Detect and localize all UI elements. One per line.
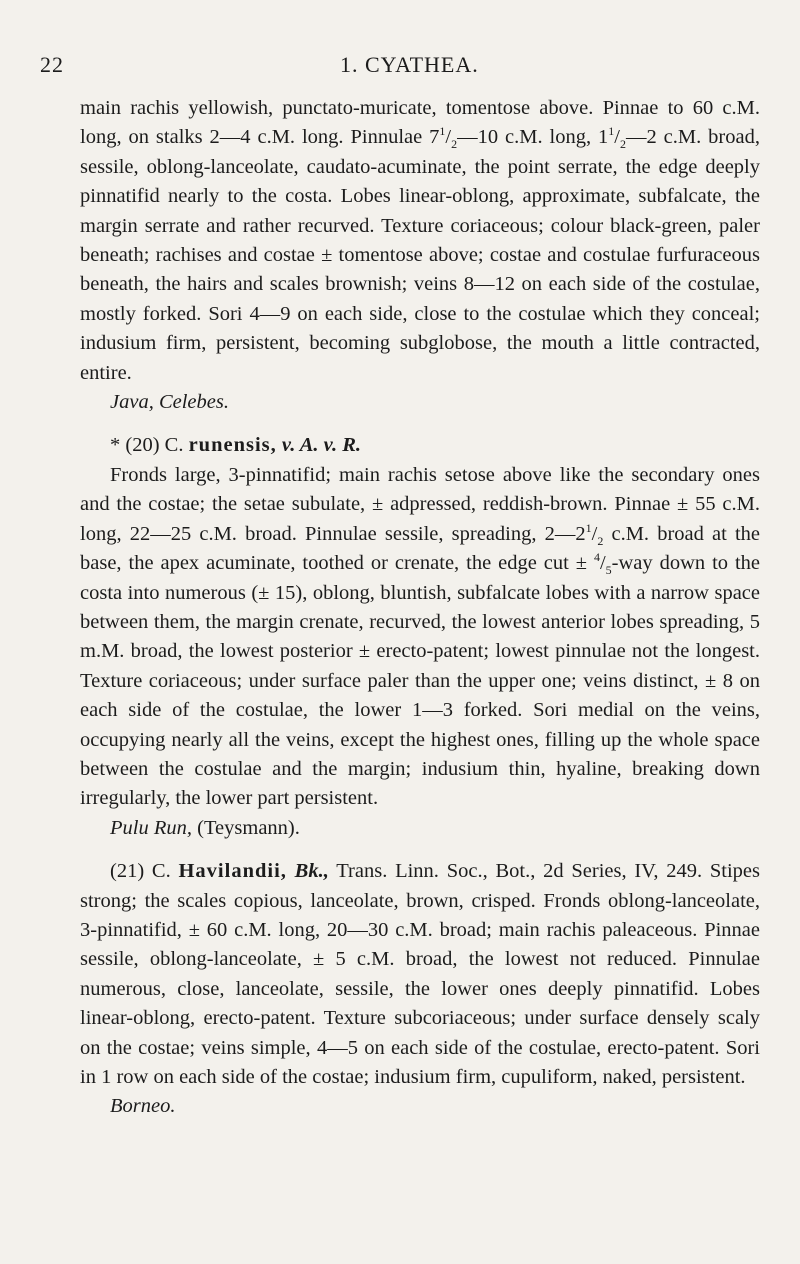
citation: Trans. Linn. Soc., Bot., 2d Series, IV, 249. bbox=[336, 860, 703, 883]
species-name: runensis, bbox=[188, 434, 277, 457]
text-run: main rachis yellowish, punctato-muricate, tomentose above. Pinnae to 60 c.M. long, on stalks 2—4 c.M. long. Pinnulae 7 bbox=[80, 97, 760, 149]
text-run: -way down to the costa into numerous (± 15), oblong, bluntish, subfalcate lobes with a narrow space between them, the margin crenate, recurved, the lowest anterior lobes spreading, 5 m.M. broad, the lowest posterior ± erecto-patent; lowest pinnulae not the longest. Texture coriaceous; under surface paler than the upper one; veins distinct, ± 8 on each side of the costulae, the lower 1—3 forked. Sori medial on the veins, occupying nearly all the veins, except the highest ones, filling up the whole space between the costulae and the margin; indusium thin, hyaline, breaking down irregularly, the lower part persistent. bbox=[80, 552, 761, 810]
species-number: (21) C. bbox=[110, 860, 171, 883]
fraction-denominator: 2 bbox=[620, 137, 626, 152]
fraction-numerator: 4 bbox=[593, 550, 600, 565]
text-run: —10 c.M. long, 1 bbox=[457, 126, 609, 149]
fraction-numerator: 1 bbox=[585, 520, 592, 535]
page-number: 22 bbox=[40, 52, 64, 77]
species-description: Fronds large, 3-pinnatifid; main rachis setose above like the secondary ones and the costae; the setae subulate, ± adpressed, reddish-brown. Pinnae ± 55 c.M. long, 22—25 c.M. broad. Pinnulae sessile, spreading, $2—2^1/_2$ c.M. broad at the base, the apex acuminate, toothed or crenate, the edge cut ± $^4/_5$-way down to the costa into numerous (± 15), oblong, bluntish, subfalcate lobes with a narrow space between them, the margin crenate, recurved, the lowest anterior lobes spreading, 5 m.M. broad, the lowest posterior ± erecto-patent; lowest pinnulae not the longest. Texture coriaceous; under surface paler than the upper one; veins distinct, ± 8 on each side of the costulae, the lower 1—3 forked. Sori medial on the veins, occupying nearly all the veins, except the highest ones, filling up the whole space between the costulae and the margin; indusium thin, hyaline, breaking down irregularly, the lower part persistent. bbox=[80, 463, 761, 810]
locality: Java, Celebes. bbox=[110, 391, 229, 414]
text-run: c.M. broad at the base, the apex acuminate, toothed or crenate, the edge cut ± bbox=[80, 522, 760, 575]
fraction-numerator: 1 bbox=[439, 124, 446, 139]
locality: Borneo. bbox=[110, 1095, 176, 1118]
fraction-denominator: 5 bbox=[605, 563, 612, 578]
fraction-denominator: 2 bbox=[451, 137, 458, 152]
body-text bbox=[80, 94, 760, 1122]
species-name: Havilandii, bbox=[178, 860, 287, 883]
fraction-numerator: 1 bbox=[608, 124, 615, 139]
species-heading bbox=[80, 857, 760, 1092]
text-run: Fronds large, 3-pinnatifid; main rachis setose above like the secondary ones and the costae; the setae subulate, ± adpressed, reddish-brown. Pinnae ± 55 c.M. long, 22—25 c.M. broad. Pinnulae sessile, spreading, 2—2 bbox=[80, 463, 760, 545]
locality-name: Pulu Run, bbox=[110, 816, 192, 839]
species-author: v. A. v. R. bbox=[281, 434, 362, 457]
collector: (Teysmann). bbox=[197, 816, 300, 839]
species-description: Stipes strong; the scales copious, lanceolate, brown, crisped. Fronds oblong-lanceolate, 3-pinnatifid, ± 60 c.M. long, 20—30 c.M. broad; main rachis paleaceous. Pinnae sessile, oblong-lanceolate, ± 5 c.M. broad, the lowest not reduced. Pinnulae numerous, close, lanceolate, sessile, the lower ones deeply pinnatifid. Lobes linear-oblong, erecto-patent. Texture subcoriaceous; under surface densely scaly on the costae; veins simple, 4—5 on each side of the costulae, erecto-patent. Sori in 1 row on each side of the costae; indusium firm, cupuliform, naked, persistent. bbox=[80, 860, 760, 1088]
species-author: Bk., bbox=[294, 860, 329, 883]
running-title: 1. CYATHEA. bbox=[340, 52, 479, 77]
page-header bbox=[40, 52, 740, 82]
species-heading bbox=[80, 431, 760, 460]
text-run: —2 c.M. broad, sessile, oblong-lanceolate, caudato-acuminate, the point serrate, the edge deeply pinnatifid nearly to the costa. Lobes linear-oblong, approximate, subfalcate, the margin serrate and rather recurved. Texture coriaceous; colour black-green, paler beneath; rachises and costae ± tomentose above; costae and costulae furfuraceous beneath, the hairs and scales brownish; veins 8—12 on each side of the costulae, mostly forked. Sori 4—9 on each side, close to the costulae which they conceal; indusium firm, persistent, becoming subglobose, the mouth a little contracted, entire. bbox=[80, 126, 760, 384]
fraction-denominator: 2 bbox=[597, 533, 604, 548]
continuation-paragraph: main rachis yellowish, punctato-muricate, tomentose above. Pinnae to 60 c.M. long, on stalks 2—4 c.M. long. Pinnulae $7^1/_2—10$ c.M. long, $1^1/_2—2$ c.M. broad, sessile, oblong-lanceolate, caudato-acuminate, the point serrate, the edge deeply pinnatifid nearly to the costa. Lobes linear-oblong, approximate, subfalcate, the margin serrate and rather recurved. Texture coriaceous; colour black-green, paler beneath; rachises and costae ± tomentose above; costae and costulae furfuraceous beneath, the hairs and scales brownish; veins 8—12 on each side of the costulae, mostly forked. Sori 4—9 on each side, close to the costulae which they conceal; indusium firm, persistent, becoming subglobose, the mouth a little contracted, entire. bbox=[80, 97, 760, 384]
species-number: * (20) C. bbox=[110, 434, 184, 457]
locality bbox=[80, 814, 760, 843]
